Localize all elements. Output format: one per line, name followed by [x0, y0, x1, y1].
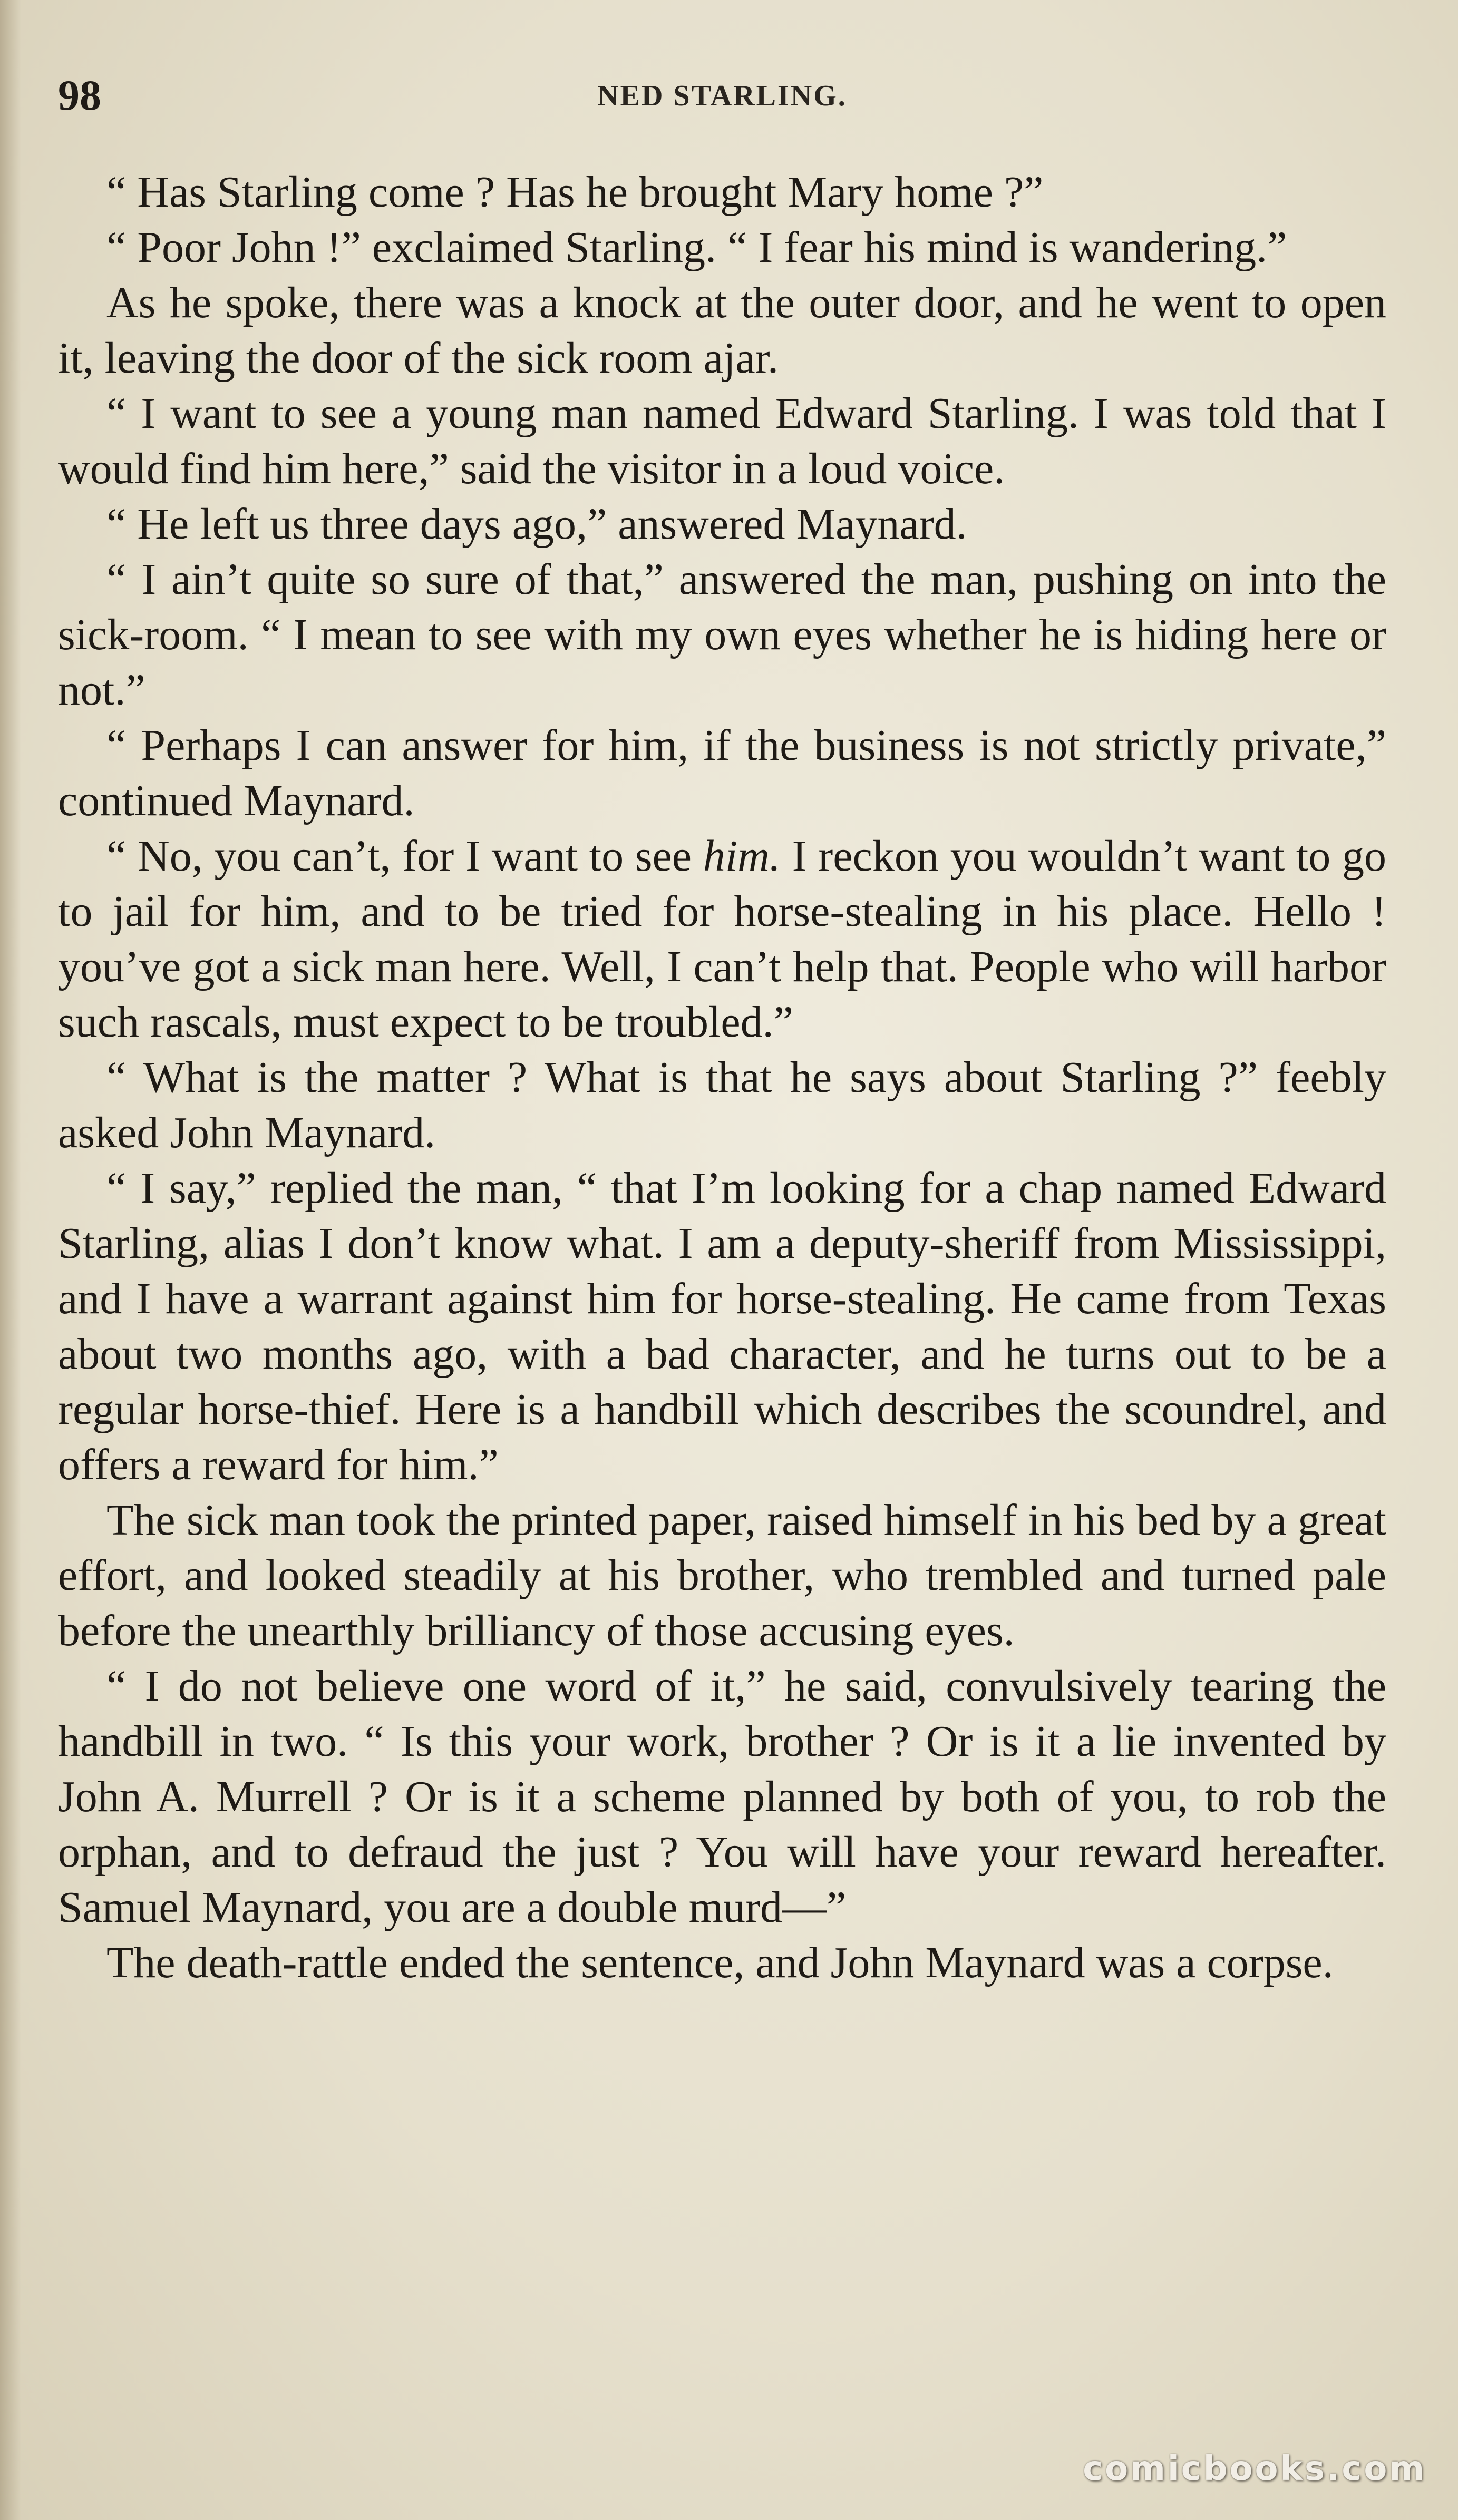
- paragraph-text: I reckon you wouldn’t want to go to jail for him, and to be tried for horse-stealing in his place. Hello ! you’ve got a sick man here. Well, I can’t help that. People who will harbor such rascals, must expect to be troubled.”: [58, 832, 1386, 1047]
- paragraph: The death-rattle ended the sentence, and John Maynard was a corpse.: [106, 1938, 1334, 1987]
- paragraph: [58, 828, 1386, 1050]
- paragraph: “ I do not believe one word of it,” he said, convulsively tearing the handbill in two. “ Is this your work, brother ? Or is it a lie invented by John A. Murrell ? Or is it a scheme planned by both of you, to rob the orphan, and to defraud the just ? You will have your reward hereafter. Samuel Maynard, you are a double murd—”: [58, 1662, 1386, 1932]
- running-head: NED STARLING.: [597, 80, 847, 112]
- paragraph-text: “ No, you can’t, for I want to see: [106, 832, 703, 881]
- paragraph: “ I want to see a young man named Edward Starling. I was told that I would find him here,” said the visitor in a loud voice.: [58, 389, 1386, 493]
- paragraph: “ What is the matter ? What is that he says about Starling ?” feebly asked John Maynard.: [58, 1053, 1386, 1157]
- paragraph: As he spoke, there was a knock at the outer door, and he went to open it, leaving the door of the sick room ajar.: [58, 278, 1386, 383]
- paragraph: “ Poor John !” exclaimed Starling. “ I fear his mind is wandering.”: [106, 223, 1287, 272]
- watermark: comicbooks.com: [1083, 2449, 1426, 2488]
- paragraph: “ I ain’t quite so sure of that,” answered the man, pushing on into the sick-room. “ I mean to see with my own eyes whether he is hiding here or not.”: [58, 555, 1386, 715]
- paragraph: “ He left us three days ago,” answered Maynard.: [106, 500, 967, 549]
- emphasized-word: him.: [703, 832, 781, 881]
- body-text: [58, 164, 1386, 1990]
- page-edge-shadow: [0, 0, 21, 2520]
- page-header: [58, 63, 1386, 126]
- paragraph: “ Has Starling come ? Has he brought Mary home ?”: [106, 168, 1044, 217]
- page-number: 98: [58, 71, 101, 119]
- paragraph: The sick man took the printed paper, raised himself in his bed by a great effort, and looked steadily at his brother, who trembled and turned pale before the unearthly brilliancy of those accusing eyes.: [58, 1496, 1386, 1655]
- paragraph: “ Perhaps I can answer for him, if the business is not strictly private,” continued Maynard.: [58, 721, 1386, 825]
- paragraph: “ I say,” replied the man, “ that I’m looking for a chap named Edward Starling, alias I don’t know what. I am a deputy-sheriff from Mississippi, and I have a warrant against him for horse-stealing. He came from Texas about two months ago, with a bad character, and he turns out to be a regular horse-thief. Here is a handbill which describes the scoundrel, and offers a reward for him.”: [58, 1164, 1386, 1489]
